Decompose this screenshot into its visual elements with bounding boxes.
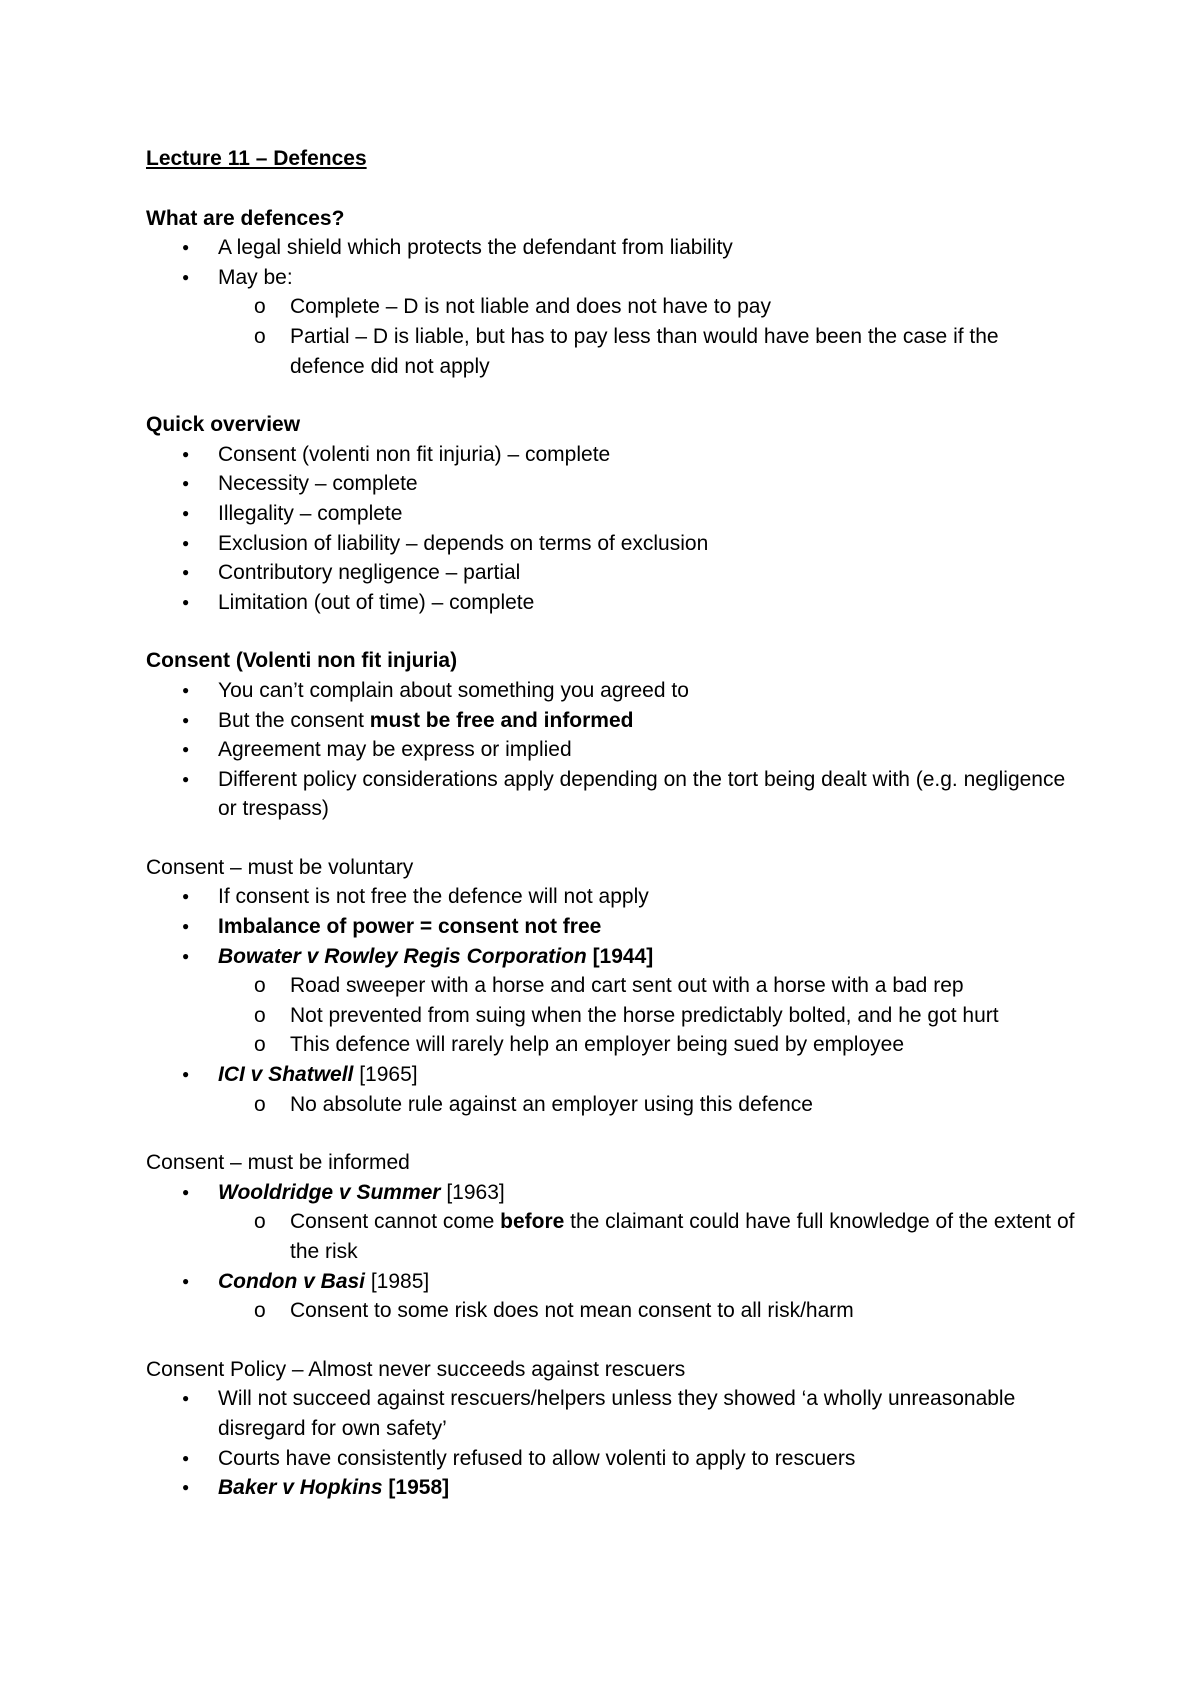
list-item — [146, 942, 1076, 1060]
list-item-text: Contributory negligence – partial — [218, 561, 521, 585]
list-item — [146, 263, 1076, 381]
sub-bullet-list — [218, 1090, 1076, 1120]
case-name: ICI v Shatwell — [218, 1063, 354, 1087]
list-item — [146, 735, 1076, 765]
list-item-text: Will not succeed against rescuers/helpers unless they showed ‘a wholly unreasonable disregard for own safety’ — [218, 1387, 1016, 1440]
list-item — [146, 469, 1076, 499]
sub-list-item — [218, 1296, 1076, 1326]
list-item-text: Agreement may be express or implied — [218, 738, 572, 762]
list-item-text: Courts have consistently refused to allow volenti to apply to rescuers — [218, 1446, 856, 1470]
list-item — [146, 1473, 1076, 1503]
list-item-text: Exclusion of liability – depends on terms of exclusion — [218, 531, 709, 555]
section-consent — [146, 646, 1076, 824]
list-item — [146, 1178, 1076, 1267]
case-year: [1958] — [382, 1476, 450, 1500]
section-heading: Consent (Volenti non fit injuria) — [146, 649, 458, 673]
list-item-text: Consent to some risk does not mean consent to all risk/harm — [290, 1299, 854, 1323]
section-what-are-defences — [146, 204, 1076, 382]
emphasis-text: Imbalance of power = consent not free — [218, 915, 602, 939]
bullet-list — [146, 676, 1076, 824]
emphasis-text: must be free and informed — [369, 708, 634, 732]
list-item — [146, 233, 1076, 263]
section-consent-voluntary — [146, 853, 1076, 1119]
document-title: Lecture 11 – Defences — [146, 147, 367, 170]
case-name: Wooldridge v Summer — [218, 1180, 441, 1204]
section-heading: What are defences? — [146, 206, 345, 230]
section-consent-policy — [146, 1355, 1076, 1503]
list-item — [146, 1384, 1076, 1443]
emphasis-text: before — [500, 1210, 565, 1234]
case-year: [1985] — [365, 1269, 430, 1293]
list-item-text: Road sweeper with a horse and cart sent out with a horse with a bad rep — [290, 974, 964, 998]
list-item-text: Complete – D is not liable and does not have to pay — [290, 295, 771, 319]
list-item-text: Limitation (out of time) – complete — [218, 590, 535, 614]
list-item — [146, 882, 1076, 912]
bullet-list — [146, 1384, 1076, 1502]
sub-list-item — [218, 1090, 1076, 1120]
bullet-list — [146, 1178, 1076, 1326]
sub-list-item — [218, 1207, 1076, 1266]
case-name: Condon v Basi — [218, 1269, 366, 1293]
list-item — [146, 529, 1076, 559]
sub-bullet-list — [218, 971, 1076, 1060]
sub-list-item — [218, 292, 1076, 322]
list-item — [146, 1444, 1076, 1474]
list-item — [146, 440, 1076, 470]
case-year: [1965] — [353, 1063, 418, 1087]
section-consent-informed — [146, 1148, 1076, 1326]
section-quick-overview — [146, 410, 1076, 617]
list-item-text: But the consent — [218, 708, 370, 732]
list-item — [146, 1267, 1076, 1326]
list-item — [146, 499, 1076, 529]
list-item-text: May be: — [218, 265, 293, 289]
list-item-text: Not prevented from suing when the horse predictably bolted, and he got hurt — [290, 1003, 999, 1027]
section-heading: Consent – must be voluntary — [146, 855, 414, 879]
list-item-text: Partial – D is liable, but has to pay less than would have been the case if the defence did not apply — [290, 324, 999, 378]
list-item — [146, 588, 1076, 618]
list-item-text: A legal shield which protects the defendant from liability — [218, 236, 733, 260]
list-item-text: No absolute rule against an employer using this defence — [290, 1092, 813, 1116]
case-year: [1944] — [586, 944, 654, 968]
list-item-text: the claimant could have full knowledge of the extent of the risk — [290, 1210, 1075, 1263]
list-item — [146, 706, 1076, 736]
bullet-list — [146, 882, 1076, 1119]
list-item — [146, 765, 1076, 824]
bullet-list — [146, 440, 1076, 618]
list-item-text: You can’t complain about something you agreed to — [218, 678, 689, 702]
sub-list-item — [218, 322, 1076, 381]
list-item-text: If consent is not free the defence will not apply — [218, 885, 649, 909]
list-item-text: Different policy considerations apply depending on the tort being dealt with (e.g. negligence or trespass) — [218, 767, 1066, 821]
section-heading: Consent – must be informed — [146, 1151, 410, 1175]
section-heading: Quick overview — [146, 413, 301, 437]
list-item — [146, 912, 1076, 942]
sub-list-item — [218, 1001, 1076, 1031]
case-year: [1963] — [440, 1180, 505, 1204]
list-item — [146, 676, 1076, 706]
list-item-text: Consent cannot come — [290, 1210, 501, 1234]
list-item-text: This defence will rarely help an employer being sued by employee — [290, 1033, 905, 1057]
case-name: Bowater v Rowley Regis Corporation — [218, 944, 587, 968]
sub-bullet-list — [218, 1296, 1076, 1326]
list-item-text: Consent (volenti non fit injuria) – complete — [218, 442, 611, 466]
case-name: Baker v Hopkins — [218, 1476, 383, 1500]
list-item-text: Necessity – complete — [218, 472, 418, 496]
sub-list-item — [218, 971, 1076, 1001]
sub-bullet-list — [218, 1207, 1076, 1266]
bullet-list — [146, 233, 1076, 381]
section-heading: Consent Policy – Almost never succeeds against rescuers — [146, 1357, 686, 1381]
list-item — [146, 1060, 1076, 1119]
list-item — [146, 558, 1076, 588]
document-page — [146, 144, 1076, 1532]
list-item-text: Illegality – complete — [218, 501, 403, 525]
sub-bullet-list — [218, 292, 1076, 381]
sub-list-item — [218, 1030, 1076, 1060]
